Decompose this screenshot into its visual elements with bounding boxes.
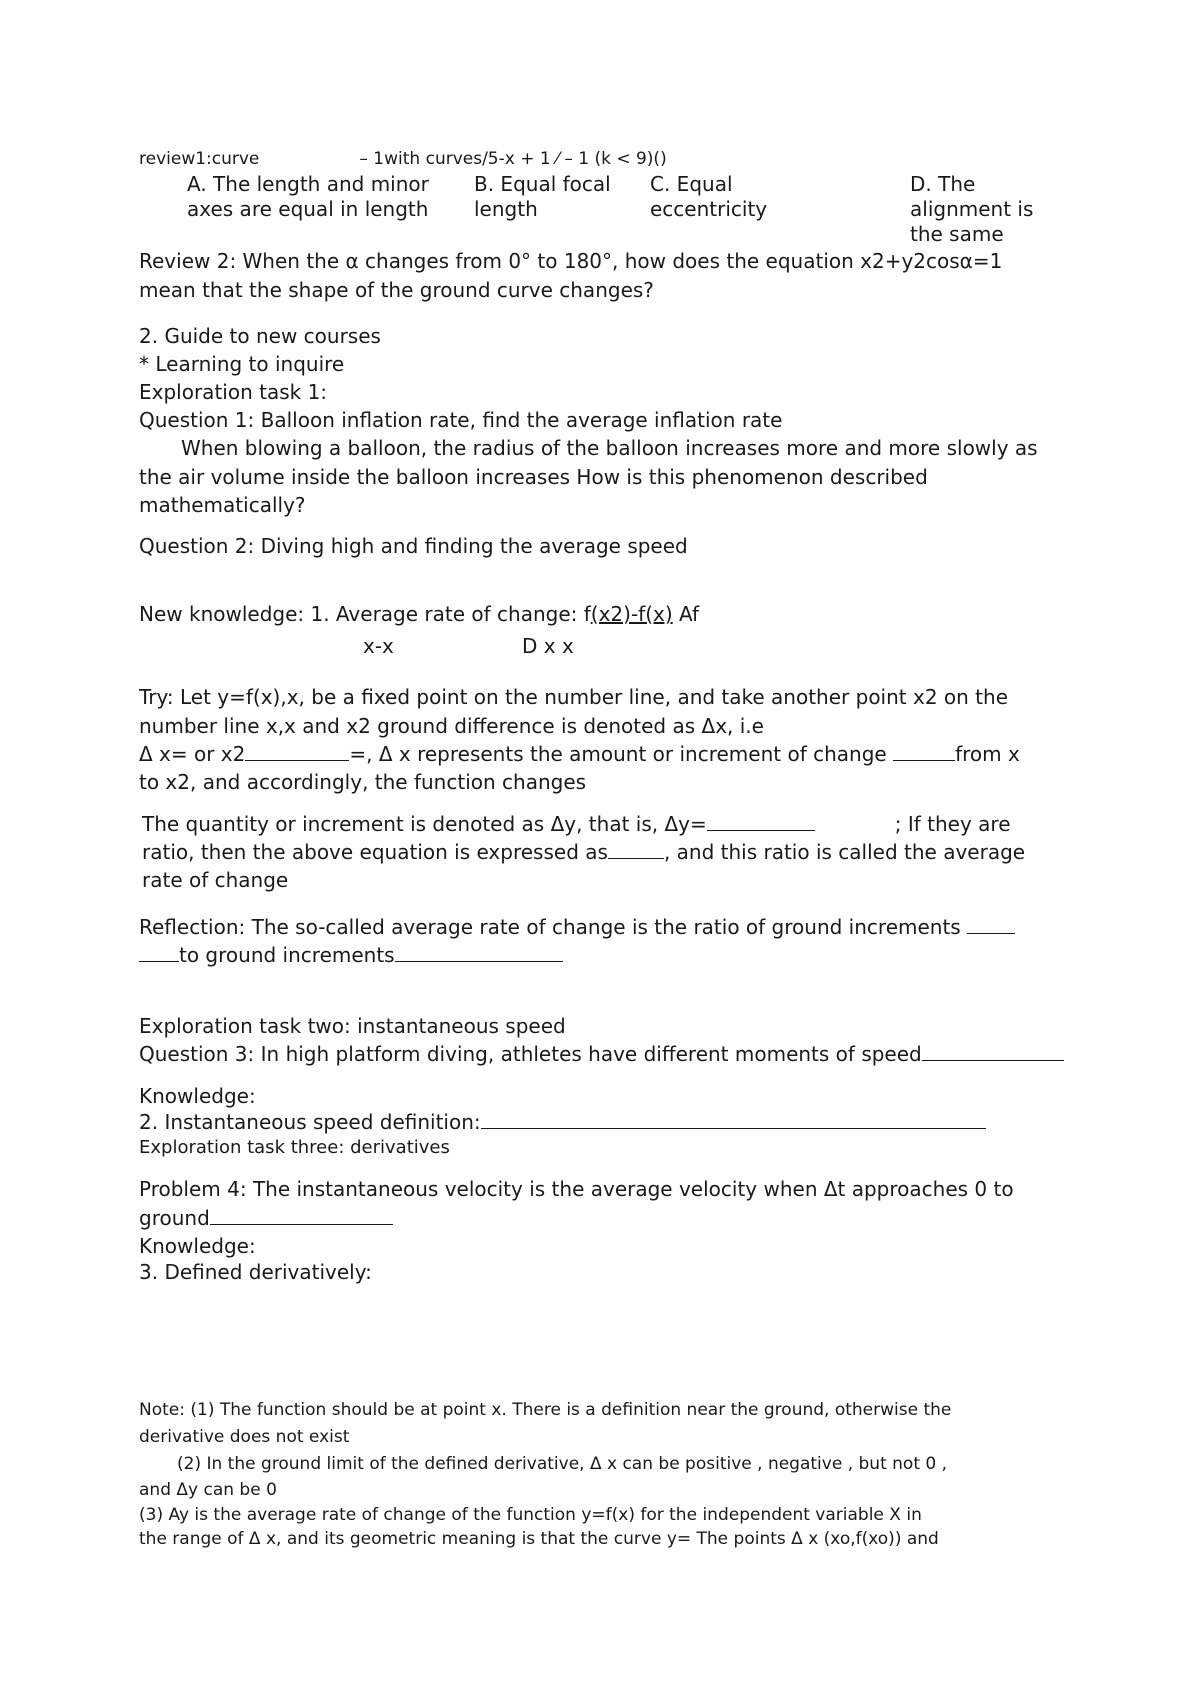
quantity-line1 [142, 810, 1011, 838]
exploration-task-1: Exploration task 1: [139, 380, 328, 404]
review1-option-c: C. Equal eccentricity [650, 172, 768, 221]
quantity-line2 [142, 838, 1025, 866]
try-line1: Try: Let y=f(x),x, be a fixed point on the number line, and take another point x2 on the [139, 685, 1008, 709]
review1-option-a: A. The length and minor axes are equal in length [187, 172, 429, 221]
note-line4: and Δy can be 0 [139, 1480, 277, 1500]
note-line3: (2) In the ground limit of the defined derivative, Δ x can be positive , negative , but not 0 , [177, 1454, 948, 1474]
new-knowledge-numerator: (x2)-f(x) [590, 602, 673, 626]
quantity-line2b: , and this ratio is called the average [663, 840, 1026, 864]
blank-reflection-1[interactable] [967, 913, 1015, 934]
review1-option-d: D. The alignment is the same [910, 172, 1034, 246]
blank-reflection-2[interactable] [139, 941, 179, 962]
question-1: Question 1: Balloon inflation rate, find the average inflation rate [139, 408, 783, 432]
try-line4: to x2, and accordingly, the function changes [139, 770, 587, 794]
problem-4-line2-text: ground [139, 1206, 210, 1230]
review1-line [139, 145, 667, 173]
blank-ratio-expression[interactable] [608, 838, 664, 859]
new-knowledge-line [139, 600, 699, 628]
blank-problem-4[interactable] [210, 1204, 393, 1225]
knowledge-label-1: Knowledge: [139, 1084, 256, 1108]
quantity-line2a: ratio, then the above equation is expressed as [142, 840, 608, 864]
review1-prefix: review1:curve [139, 149, 260, 169]
new-knowledge-suffix: Af [672, 602, 700, 626]
learning-to-inquire: * Learning to inquire [139, 352, 345, 376]
note-line1: Note: (1) The function should be at point x. There is a definition near the ground, otherwise the [139, 1400, 952, 1420]
quantity-line3: rate of change [142, 868, 289, 892]
exploration-task-3: Exploration task three: derivatives [139, 1137, 450, 1158]
blank-x2[interactable] [245, 740, 349, 761]
reflection-line2-text: to ground increments [179, 943, 395, 967]
quantity-line1b: ; If they are [894, 812, 1011, 836]
note-line6: the range of Δ x, and its geometric meaning is that the curve y= The points Δ x (xo,f(xo)) and [139, 1529, 939, 1549]
question-2: Question 2: Diving high and finding the average speed [139, 534, 688, 558]
try-line3a: Δ x= or x2 [139, 742, 246, 766]
reflection-line1-text: Reflection: The so-called average rate of change is the ratio of ground increments [139, 915, 968, 939]
guide-heading: 2. Guide to new courses [139, 324, 381, 348]
balloon-paragraph-line3: mathematically? [139, 493, 306, 517]
review2-line2: mean that the shape of the ground curve changes? [139, 278, 654, 302]
reflection-line2 [139, 941, 563, 969]
blank-definition[interactable] [481, 1108, 986, 1129]
instantaneous-speed-definition [139, 1108, 986, 1136]
blank-delta-y[interactable] [707, 810, 815, 831]
review1-option-b: B. Equal focal length [474, 172, 611, 221]
reflection-line1 [139, 913, 1015, 941]
derivative-definition: 3. Defined derivatively: [139, 1260, 372, 1284]
blank-question-3[interactable] [922, 1040, 1064, 1061]
review1-rest: – 1with curves/5-x + 1 ⁄ – 1 (k < 9)() [359, 149, 667, 169]
question-3 [139, 1040, 1064, 1068]
review2-line1: Review 2: When the α changes from 0° to 180°, how does the equation x2+y2cosα=1 [139, 249, 1003, 273]
balloon-paragraph-line2: the air volume inside the balloon increases How is this phenomenon described [139, 465, 928, 489]
blank-change[interactable] [893, 740, 955, 761]
note-line2: derivative does not exist [139, 1427, 350, 1447]
exploration-task-2: Exploration task two: instantaneous speed [139, 1014, 566, 1038]
new-knowledge-denominator1: x-x [363, 634, 394, 658]
problem-4-line1: Problem 4: The instantaneous velocity is the average velocity when Δt approaches 0 to [139, 1177, 1014, 1201]
knowledge-label-2: Knowledge: [139, 1234, 256, 1258]
problem-4-line2 [139, 1204, 393, 1232]
try-line2: number line x,x and x2 ground difference is denoted as Δx, i.e [139, 714, 764, 738]
try-line3b: =, Δ x represents the amount or increment of change [349, 742, 894, 766]
new-knowledge-denominator2: D x x [522, 634, 574, 658]
try-line3 [139, 740, 1020, 768]
balloon-paragraph-line1: When blowing a balloon, the radius of the balloon increases more and more slowly as [181, 436, 1038, 460]
instantaneous-speed-definition-text: 2. Instantaneous speed definition: [139, 1110, 481, 1134]
note-line5: (3) Ay is the average rate of change of the function y=f(x) for the independent variable X in [139, 1505, 922, 1525]
new-knowledge-prefix: New knowledge: 1. Average rate of change: f [139, 602, 591, 626]
blank-reflection-3[interactable] [395, 941, 563, 962]
quantity-line1a: The quantity or increment is denoted as Δy, that is, Δy= [142, 812, 707, 836]
try-line3c: from x [955, 742, 1020, 766]
question-3-text: Question 3: In high platform diving, athletes have different moments of speed [139, 1042, 922, 1066]
